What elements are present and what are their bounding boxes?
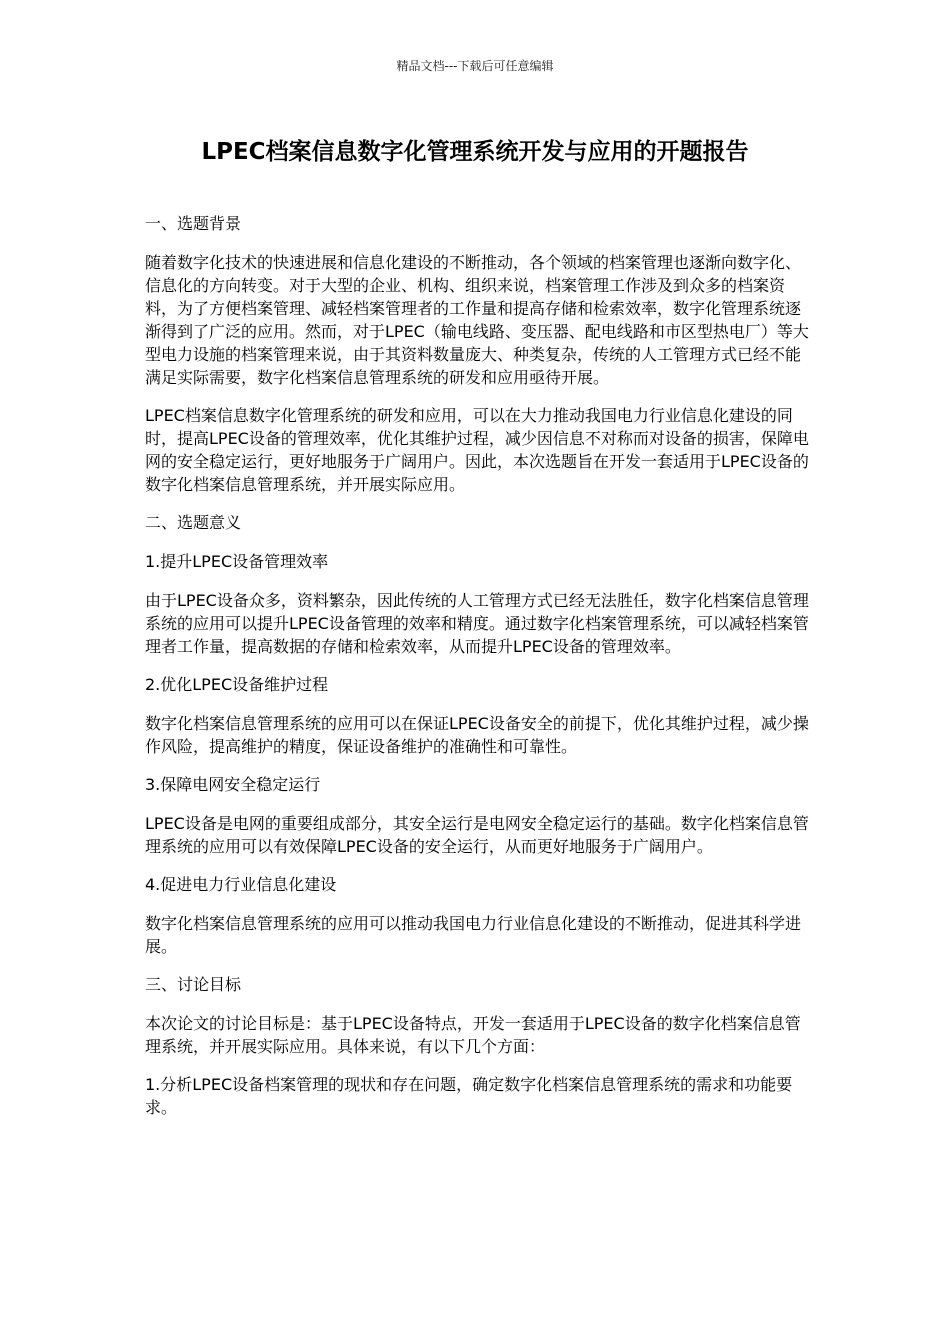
section-heading-significance: 二、选题意义	[145, 513, 242, 532]
paragraph-goals-intro: 本次论文的讨论目标是：基于LPEC设备特点，开发一套适用于LPEC设备的数字化档案信息管理系统，并开展实际应用。具体来说，有以下几个方面：	[145, 1014, 801, 1056]
paragraph-significance-2: 数字化档案信息管理系统的应用可以在保证LPEC设备安全的前提下，优化其维护过程，减少操作风险，提高维护的精度，保证设备维护的准确性和可靠性。	[145, 714, 809, 756]
section-heading-background: 一、选题背景	[145, 214, 242, 233]
document-title: LPEC档案信息数字化管理系统开发与应用的开题报告	[201, 139, 749, 165]
subheading-significance-1: 1.提升LPEC设备管理效率	[145, 552, 329, 571]
paragraph-background-1: 随着数字化技术的快速进展和信息化建设的不断推动，各个领域的档案管理也逐渐向数字化、信息化的方向转变。对于大型的企业、机构、组织来说，档案管理工作涉及到众多的档案资料，为了方便档案管理、减轻档案管理者的工作量和提高存储和检索效率，数字化管理系统逐渐得到了广泛的应用。然而，对于LPEC（输电线路、变压器、配电线路和市区型热电厂）等大型电力设施的档案管理来说，由于其资料数量庞大、种类复杂，传统的人工管理方式已经不能满足实际需要，数字化档案信息管理系统的研发和应用亟待开展。	[145, 253, 809, 387]
paragraph-goal-1: 1.分析LPEC设备档案管理的现状和存在问题，确定数字化档案信息管理系统的需求和功能要求。	[145, 1075, 793, 1117]
subheading-significance-2: 2.优化LPEC设备维护过程	[145, 675, 329, 694]
paragraph-background-2: LPEC档案信息数字化管理系统的研发和应用，可以在大力推动我国电力行业信息化建设的同时，提高LPEC设备的管理效率，优化其维护过程，减少因信息不对称而对设备的损害，保障电网的安全稳定运行，更好地服务于广阔用户。因此，本次选题旨在开发一套适用于LPEC设备的数字化档案信息管理系统，并开展实际应用。	[145, 406, 809, 494]
paragraph-significance-1: 由于LPEC设备众多，资料繁杂，因此传统的人工管理方式已经无法胜任，数字化档案信息管理系统的应用可以提升LPEC设备管理的效率和精度。通过数字化档案管理系统，可以减轻档案管理者工作量，提高数据的存储和检索效率，从而提升LPEC设备的管理效率。	[145, 591, 809, 656]
section-heading-goals: 三、讨论目标	[145, 975, 242, 994]
document-body	[145, 212, 815, 1134]
subheading-significance-4: 4.促进电力行业信息化建设	[145, 875, 337, 894]
subheading-significance-3: 3.保障电网安全稳定运行	[145, 775, 321, 794]
paragraph-significance-4: 数字化档案信息管理系统的应用可以推动我国电力行业信息化建设的不断推动，促进其科学进展。	[145, 914, 802, 956]
header-note: 精品文档---下载后可任意编辑	[396, 59, 554, 73]
paragraph-significance-3: LPEC设备是电网的重要组成部分，其安全运行是电网安全稳定运行的基础。数字化档案信息管理系统的应用可以有效保障LPEC设备的安全运行，从而更好地服务于广阔用户。	[145, 814, 809, 856]
